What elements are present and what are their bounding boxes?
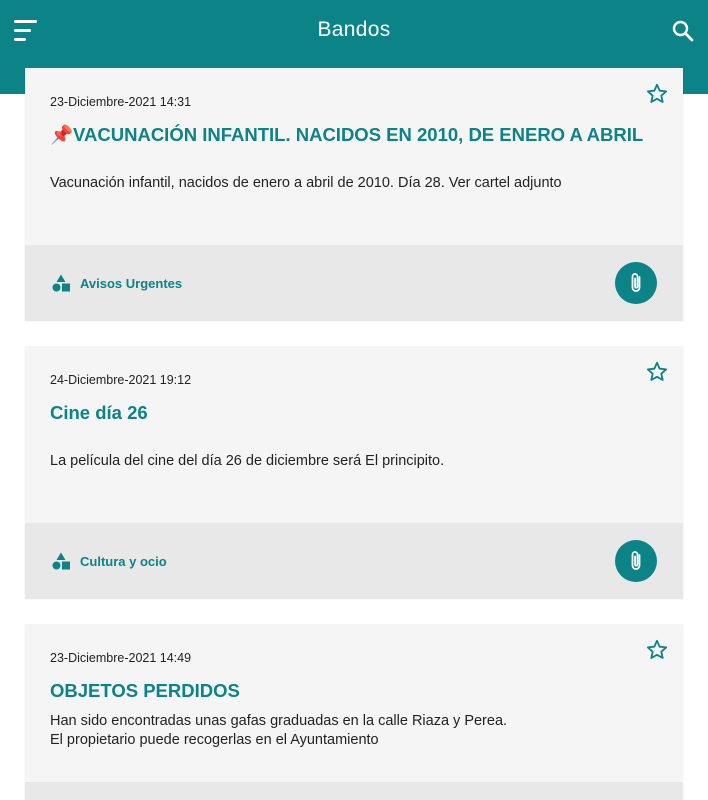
bando-body [50, 712, 650, 750]
star-icon[interactable] [645, 638, 669, 662]
card-footer [25, 523, 683, 599]
page-title: Bandos [317, 18, 391, 41]
bando-title[interactable] [50, 124, 643, 146]
card-footer [25, 782, 683, 800]
bando-body [50, 452, 650, 471]
attachment-button[interactable] [615, 262, 657, 304]
attachment-button[interactable] [615, 540, 657, 582]
bando-body-line: La película del cine del día 26 de diciembre será El principito. [50, 453, 445, 469]
bando-date: 23-Diciembre-2021 14:31 [50, 95, 192, 109]
bando-body-line: El propietario puede recogerlas en el Ayuntamiento [50, 732, 379, 748]
search-icon[interactable] [670, 18, 696, 44]
bando-card[interactable] [25, 68, 683, 320]
pushpin-icon: 📌 [50, 124, 74, 145]
card-footer [25, 245, 683, 321]
bando-date: 24-Diciembre-2021 19:12 [50, 373, 192, 387]
star-icon[interactable] [645, 360, 669, 384]
star-icon[interactable] [645, 82, 669, 106]
bando-title[interactable]: OBJETOS PERDIDOS [50, 680, 240, 701]
paperclip-icon [625, 549, 647, 573]
category-label: Cultura y ocio [80, 553, 167, 569]
bando-card[interactable] [25, 624, 683, 800]
bando-date: 23-Diciembre-2021 14:49 [50, 651, 192, 665]
bando-body-line: Han sido encontradas unas gafas graduadas en la calle Riaza y Perea. [50, 713, 508, 729]
bando-body-line: Vacunación infantil, nacidos de enero a abril de 2010. Día 28. Ver cartel adjunto [50, 175, 562, 191]
bando-card[interactable] [25, 346, 683, 598]
bando-title[interactable]: Cine día 26 [50, 402, 148, 423]
category-tag[interactable] [51, 551, 167, 571]
bando-body [50, 174, 650, 193]
shapes-icon [51, 273, 71, 293]
paperclip-icon [625, 271, 647, 295]
category-tag[interactable] [51, 273, 182, 293]
category-label: Avisos Urgentes [80, 275, 183, 291]
shapes-icon [51, 551, 71, 571]
bando-title-text: VACUNACIÓN INFANTIL. NACIDOS EN 2010, DE ENERO A ABRIL [73, 124, 644, 145]
